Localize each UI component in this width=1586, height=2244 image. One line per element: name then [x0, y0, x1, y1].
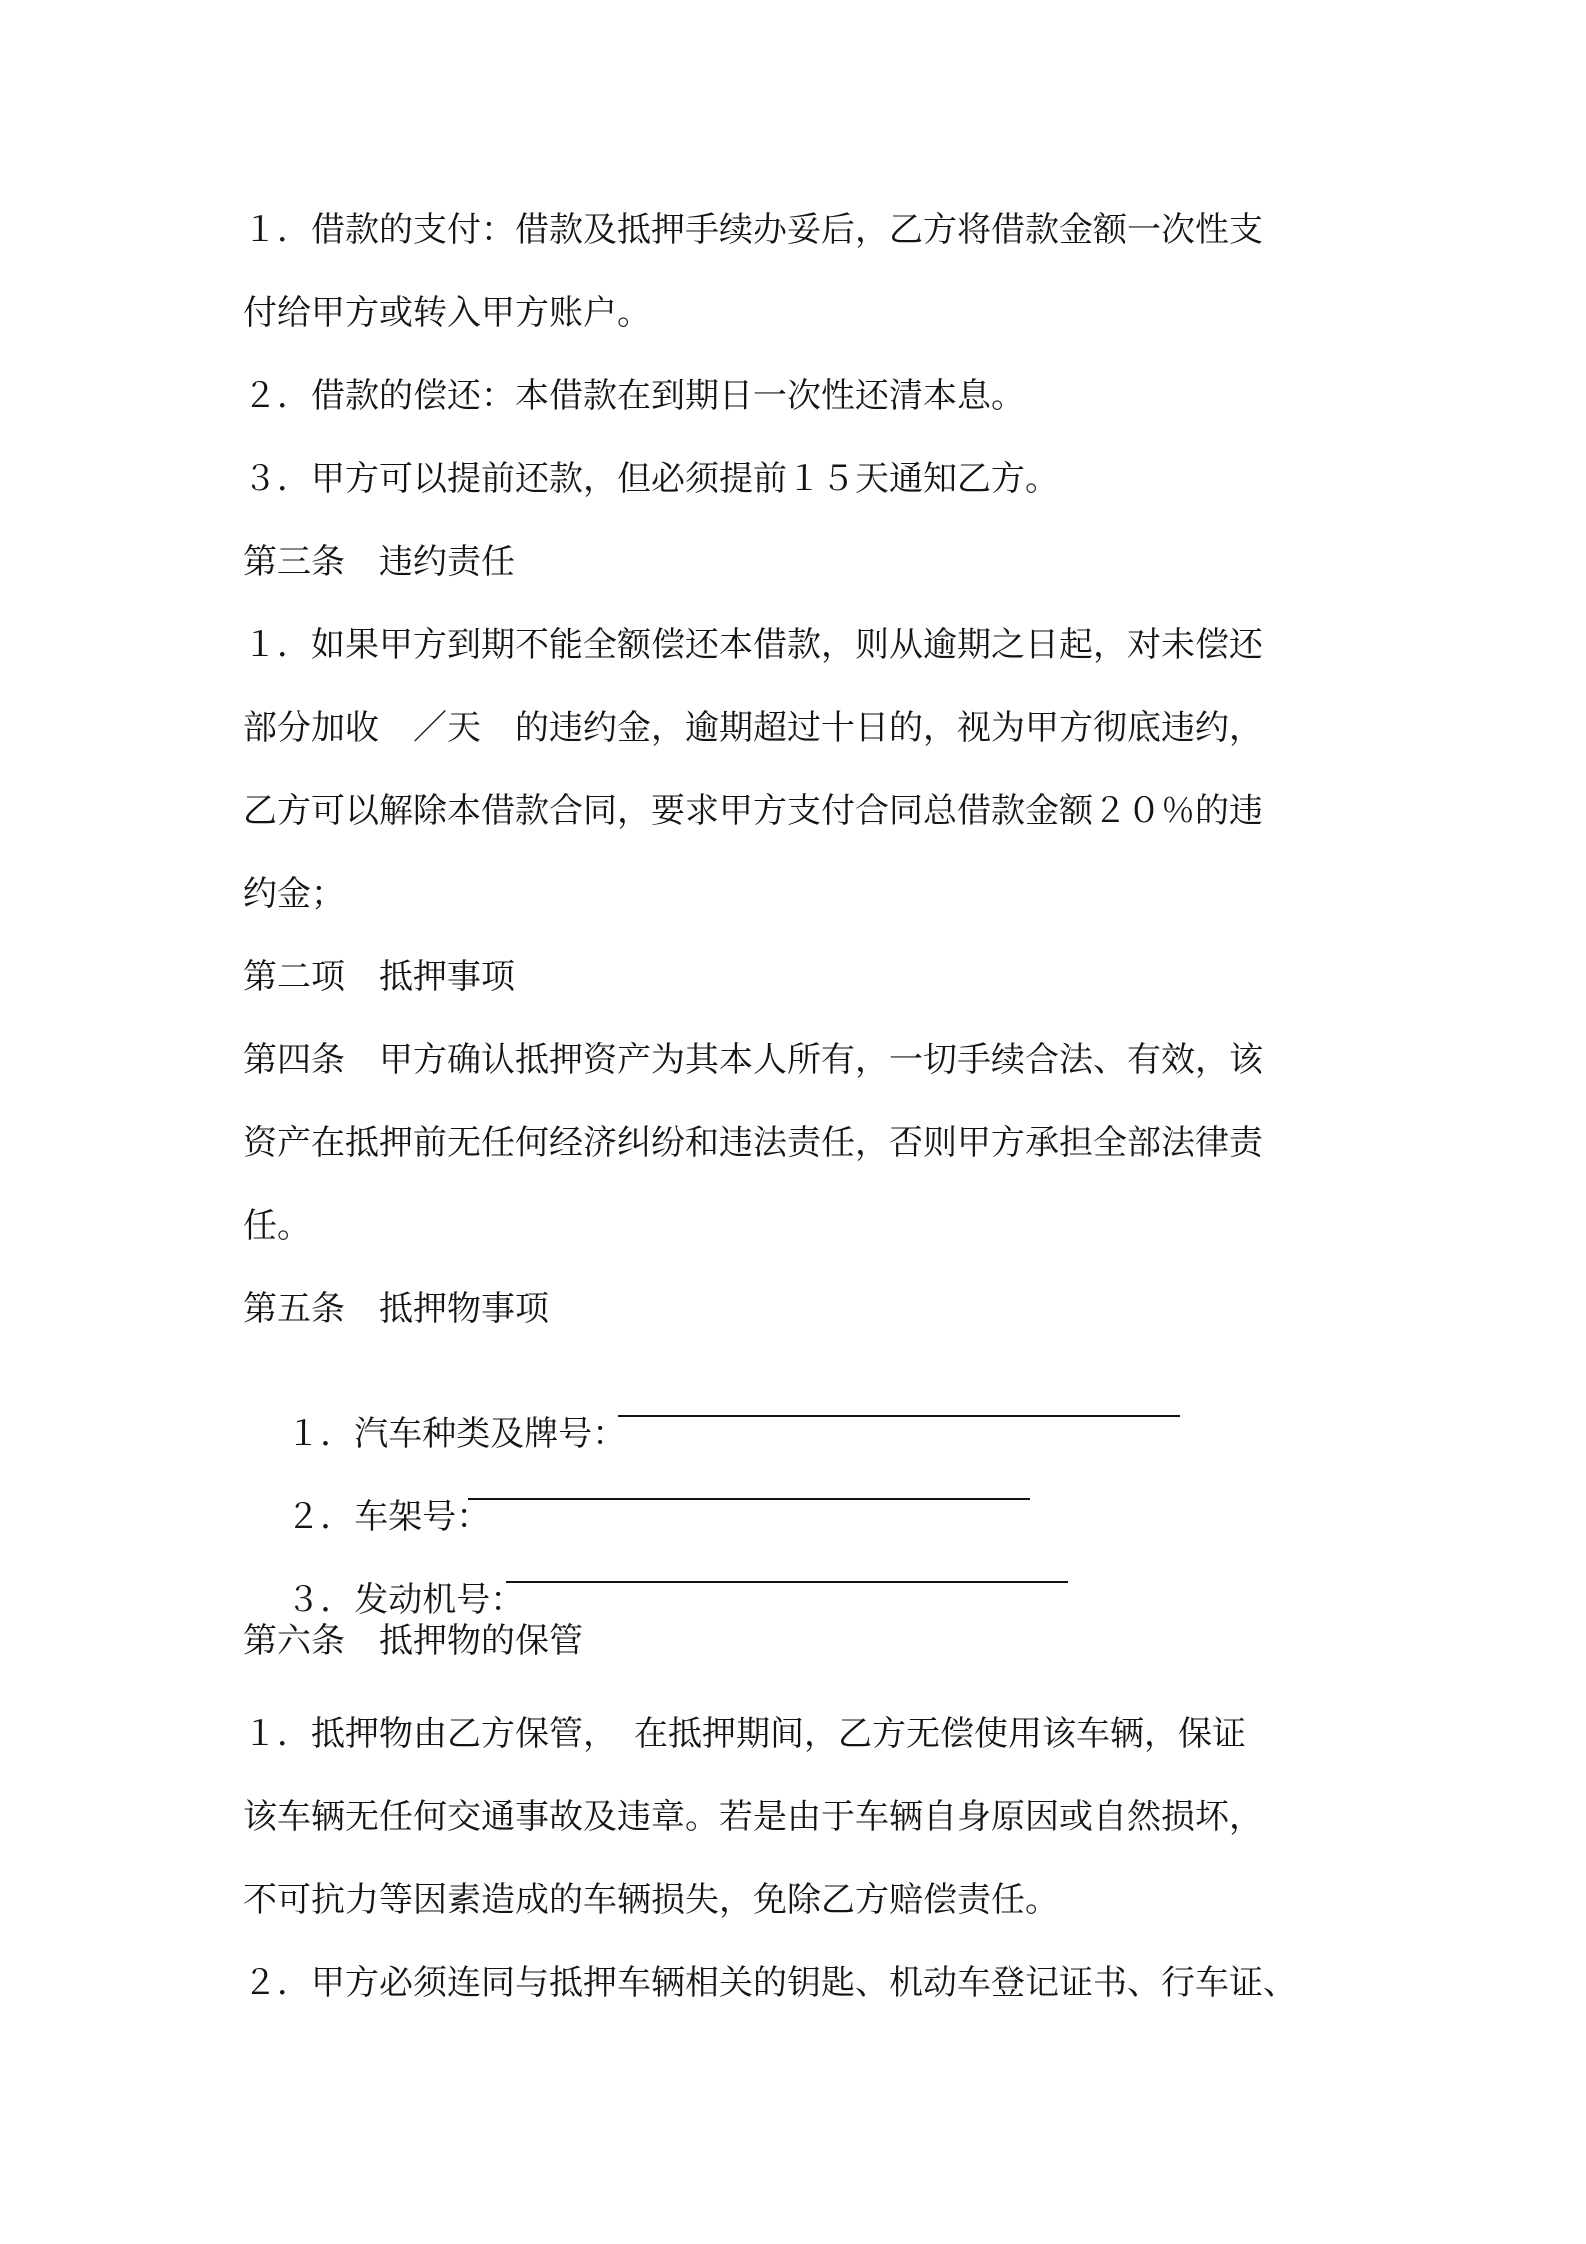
engine-number-blank: [506, 1551, 1068, 1583]
article-6-item-1-line-1: １．抵押物由乙方保管， 在抵押期间，乙方无偿使用该车辆，保证: [243, 1714, 1246, 1754]
article-6-item-2-line-1: ２．甲方必须连同与抵押车辆相关的钥匙、机动车登记证书、行车证、: [243, 1963, 1297, 2003]
article-6-item-1-line-2: 该车辆无任何交通事故及违章。若是由于车辆自身原因或自然损坏，: [243, 1797, 1263, 1837]
section-2-heading: 第二项 抵押事项: [243, 957, 515, 997]
article-3-heading: 第三条 违约责任: [243, 542, 515, 582]
clause-2-item-1-line-1: １．借款的支付：借款及抵押手续办妥后，乙方将借款金额一次性支: [243, 210, 1263, 250]
article-4-line-3: 任。: [243, 1206, 311, 1246]
clause-2-item-2: ２．借款的偿还：本借款在到期日一次性还清本息。: [243, 376, 1025, 416]
article-4-line-2: 资产在抵押前无任何经济纠纷和违法责任，否则甲方承担全部法律责: [243, 1123, 1263, 1163]
article-5-heading: 第五条 抵押物事项: [243, 1289, 549, 1329]
article-6-heading: 第六条 抵押物的保管: [243, 1621, 583, 1661]
clause-2-item-1-line-2: 付给甲方或转入甲方账户。: [243, 293, 651, 333]
vehicle-type-plate-blank: [618, 1385, 1180, 1417]
vehicle-type-plate-label: １．汽车种类及牌号：: [286, 1414, 627, 1454]
article-3-item-1-line-3: 乙方可以解除本借款合同，要求甲方支付合同总借款金额２０％的违: [243, 791, 1263, 831]
article-3-item-1-line-4: 约金；: [243, 874, 345, 914]
frame-number-blank: [468, 1468, 1030, 1500]
article-4-line-1: 第四条 甲方确认抵押资产为其本人所有，一切手续合法、有效，该: [243, 1040, 1263, 1080]
article-3-item-1-line-1: １．如果甲方到期不能全额偿还本借款，则从逾期之日起，对未偿还: [243, 625, 1263, 665]
engine-number-label: ３．发动机号：: [286, 1580, 525, 1620]
article-6-item-1-line-3: 不可抗力等因素造成的车辆损失，免除乙方赔偿责任。: [243, 1880, 1059, 1920]
article-3-item-1-line-2: 部分加收 ／天 的违约金，逾期超过十日的，视为甲方彻底违约，: [243, 708, 1263, 748]
frame-number-label: ２．车架号：: [286, 1497, 491, 1537]
clause-2-item-3: ３．甲方可以提前还款，但必须提前１５天通知乙方。: [243, 459, 1059, 499]
